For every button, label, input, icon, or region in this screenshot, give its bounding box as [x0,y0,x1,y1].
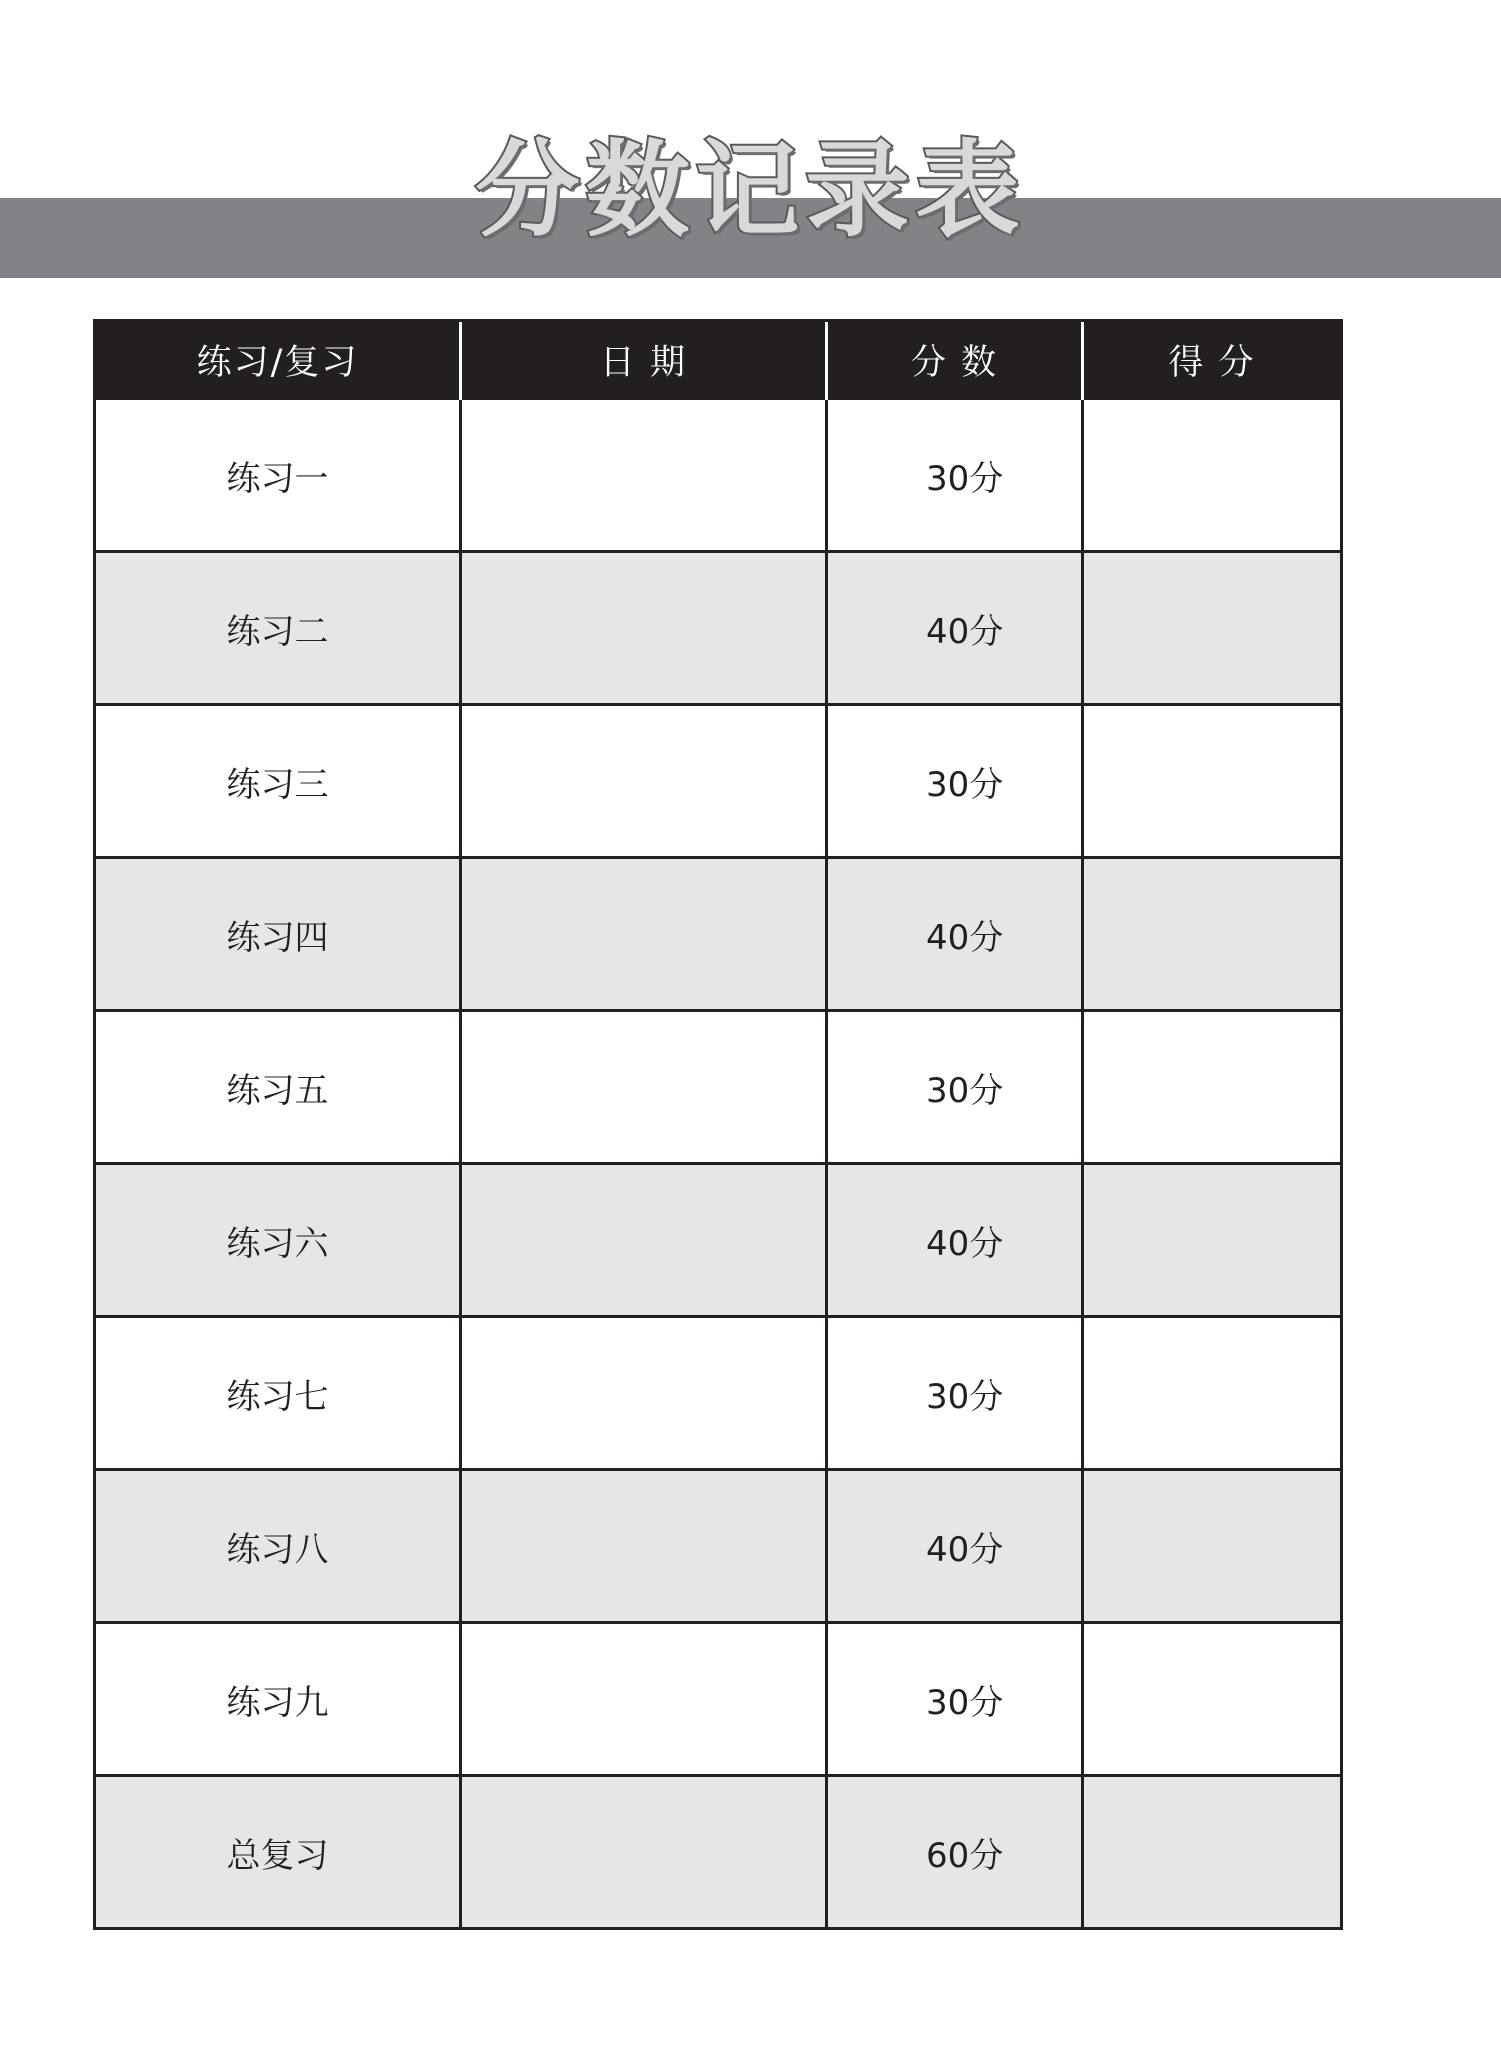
earned-cell [1083,1011,1342,1164]
date-cell [461,1470,827,1623]
score-cell: 40分 [827,552,1083,705]
table-header-row [95,321,1342,399]
date-cell [461,399,827,552]
date-cell [461,858,827,1011]
table-row [95,1317,1342,1470]
date-cell [461,552,827,705]
header-score: 分 数 [827,321,1083,399]
date-cell [461,1776,827,1929]
score-table [93,319,1343,1930]
score-cell: 40分 [827,1164,1083,1317]
date-cell [461,1317,827,1470]
table-row [95,552,1342,705]
date-cell [461,705,827,858]
earned-cell [1083,858,1342,1011]
earned-cell [1083,1776,1342,1929]
table-row [95,1164,1342,1317]
table-row [95,705,1342,858]
table-row [95,1623,1342,1776]
header-earned: 得 分 [1083,321,1342,399]
table-row [95,1776,1342,1929]
exercise-name: 总复习 [95,1776,461,1929]
table-row [95,1011,1342,1164]
earned-cell [1083,705,1342,858]
exercise-name: 练习二 [95,552,461,705]
exercise-name: 练习三 [95,705,461,858]
page-title: 分数记录表 [475,129,1026,251]
date-cell [461,1623,827,1776]
earned-cell [1083,1470,1342,1623]
score-cell: 30分 [827,705,1083,858]
date-cell [461,1164,827,1317]
table-row [95,858,1342,1011]
table-row [95,399,1342,552]
table-row [95,1470,1342,1623]
exercise-name: 练习七 [95,1317,461,1470]
score-cell: 30分 [827,1317,1083,1470]
header-date: 日 期 [461,321,827,399]
exercise-name: 练习四 [95,858,461,1011]
earned-cell [1083,1623,1342,1776]
exercise-name: 练习五 [95,1011,461,1164]
score-cell: 30分 [827,399,1083,552]
score-cell: 30分 [827,1623,1083,1776]
earned-cell [1083,1164,1342,1317]
score-cell: 60分 [827,1776,1083,1929]
earned-cell [1083,552,1342,705]
earned-cell [1083,399,1342,552]
earned-cell [1083,1317,1342,1470]
exercise-name: 练习六 [95,1164,461,1317]
score-cell: 40分 [827,1470,1083,1623]
score-cell: 40分 [827,858,1083,1011]
date-cell [461,1011,827,1164]
exercise-name: 练习八 [95,1470,461,1623]
exercise-name: 练习九 [95,1623,461,1776]
exercise-name: 练习一 [95,399,461,552]
header-exercise: 练习/复习 [95,321,461,399]
score-cell: 30分 [827,1011,1083,1164]
